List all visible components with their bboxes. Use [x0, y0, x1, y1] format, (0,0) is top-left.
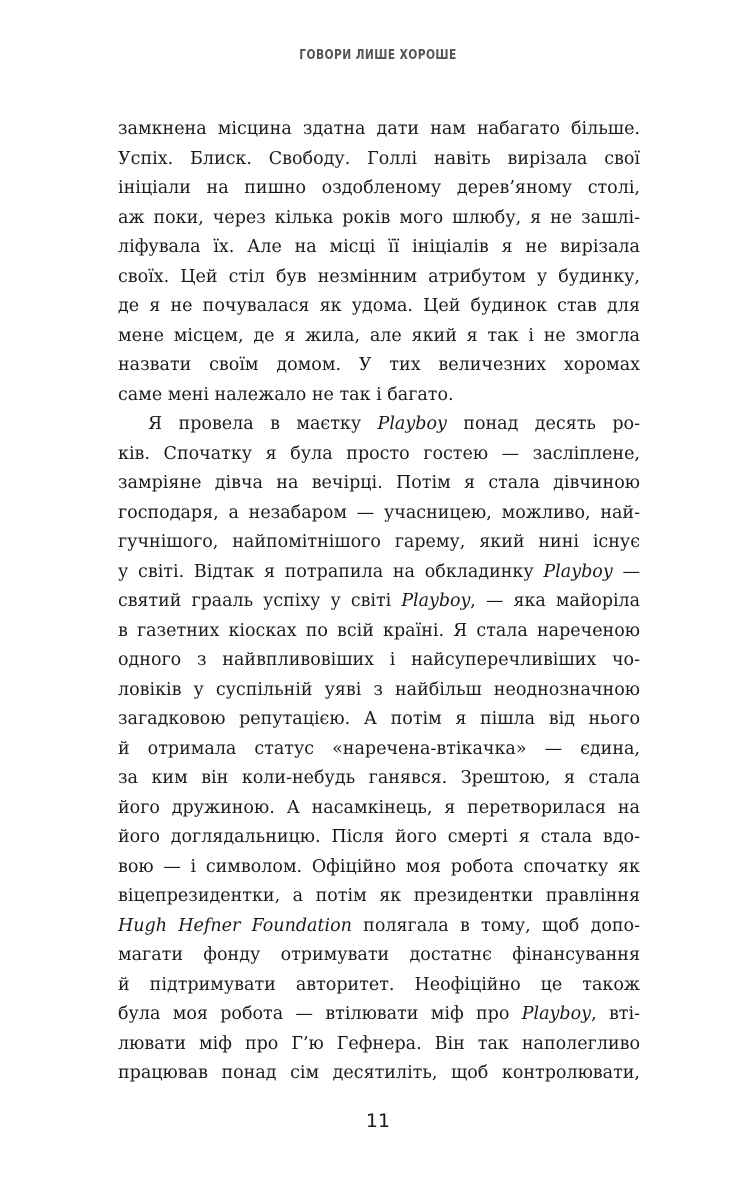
- text-line: Успіх. Блиск. Свободу. Голлі навіть вирізала свої: [118, 148, 640, 169]
- text-line: віцепрезидентки, а потім як президентки правління: [118, 886, 640, 906]
- body-text: [118, 115, 640, 1089]
- text-line: своїх. Цей стіл був незмінним атрибутом у будинку,: [118, 266, 640, 287]
- text-line: мене місцем, де я жила, але який я так і не змогла: [118, 325, 640, 346]
- text-line: за ким він коли-небудь ганявся. Зрештою, я стала: [118, 768, 640, 788]
- text-line: лювати міф про Г’ю Гефнера. Він так наполегливо: [118, 1033, 640, 1054]
- text-line: де я не почувалася як удома. Цей будинок став для: [118, 296, 640, 316]
- text-line: й підтримувати авторитет. Неофіційно це також: [118, 974, 640, 995]
- text-line: гучнішого, найпомітнішого гарему, який нині існує: [118, 532, 640, 552]
- text-line: працював понад сім десятиліть, щоб контролювати,: [118, 1063, 640, 1083]
- text-line: аж поки, через кілька років мого шлюбу, я не зашлі-: [118, 207, 640, 228]
- text-line: назвати своїм домом. У тих величезних хоромах: [118, 355, 640, 375]
- text-line: Я провела в маєтку Playboy понад десять ро-: [148, 414, 640, 434]
- text-line: святий грааль успіху у світі Playboy, — яка майоріла: [118, 591, 640, 611]
- page-number: 11: [365, 1110, 391, 1132]
- text-line: господаря, а незабаром — учасницею, можливо, най-: [118, 502, 640, 523]
- text-line: ків. Спочатку я була просто гостею — засліплене,: [118, 443, 640, 464]
- text-line: замріяне дівча на вечірці. Потім я стала дівчиною: [118, 473, 640, 493]
- text-line: його дружиною. А насамкінець, я перетворилася на: [118, 797, 640, 818]
- text-line: була моя робота — втілювати міф про Playboy, вті-: [118, 1004, 640, 1024]
- text-line: вою — і символом. Офіційно моя робота спочатку як: [118, 856, 640, 877]
- text-line: ловіків у суспільній уяві з найбільш неоднозначною: [118, 679, 640, 700]
- text-line: у світі. Відтак я потрапила на обкладинку Playboy —: [118, 561, 640, 582]
- text-line: його доглядальницю. Після його смерті я стала вдо-: [118, 827, 640, 847]
- text-line: замкнена місцина здатна дати нам набагато більше.: [118, 119, 640, 139]
- text-line: одного з найвпливовіших і найсуперечливіших чо-: [118, 650, 640, 670]
- running-head: ГОВОРИ ЛИШЕ ХОРОШЕ: [299, 48, 457, 63]
- text-line: магати фонду отримувати достатнє фінансування: [118, 945, 640, 965]
- text-line: й отримала статус «наречена-втікачка» — єдина,: [118, 738, 640, 759]
- text-line: Hugh Hefner Foundation полягала в тому, щоб допо-: [118, 915, 640, 936]
- text-line: в газетних кіосках по всій країні. Я стала нареченою: [118, 620, 640, 641]
- text-line: ініціали на пишно оздобленому дерев’яному столі,: [118, 178, 640, 198]
- text-line: загадковою репутацією. А потім я пішла від нього: [118, 709, 640, 729]
- text-line: ліфувала їх. Але на місці її ініціалів я не вирізала: [118, 237, 640, 257]
- text-line: саме мені належало не так і багато.: [118, 384, 454, 405]
